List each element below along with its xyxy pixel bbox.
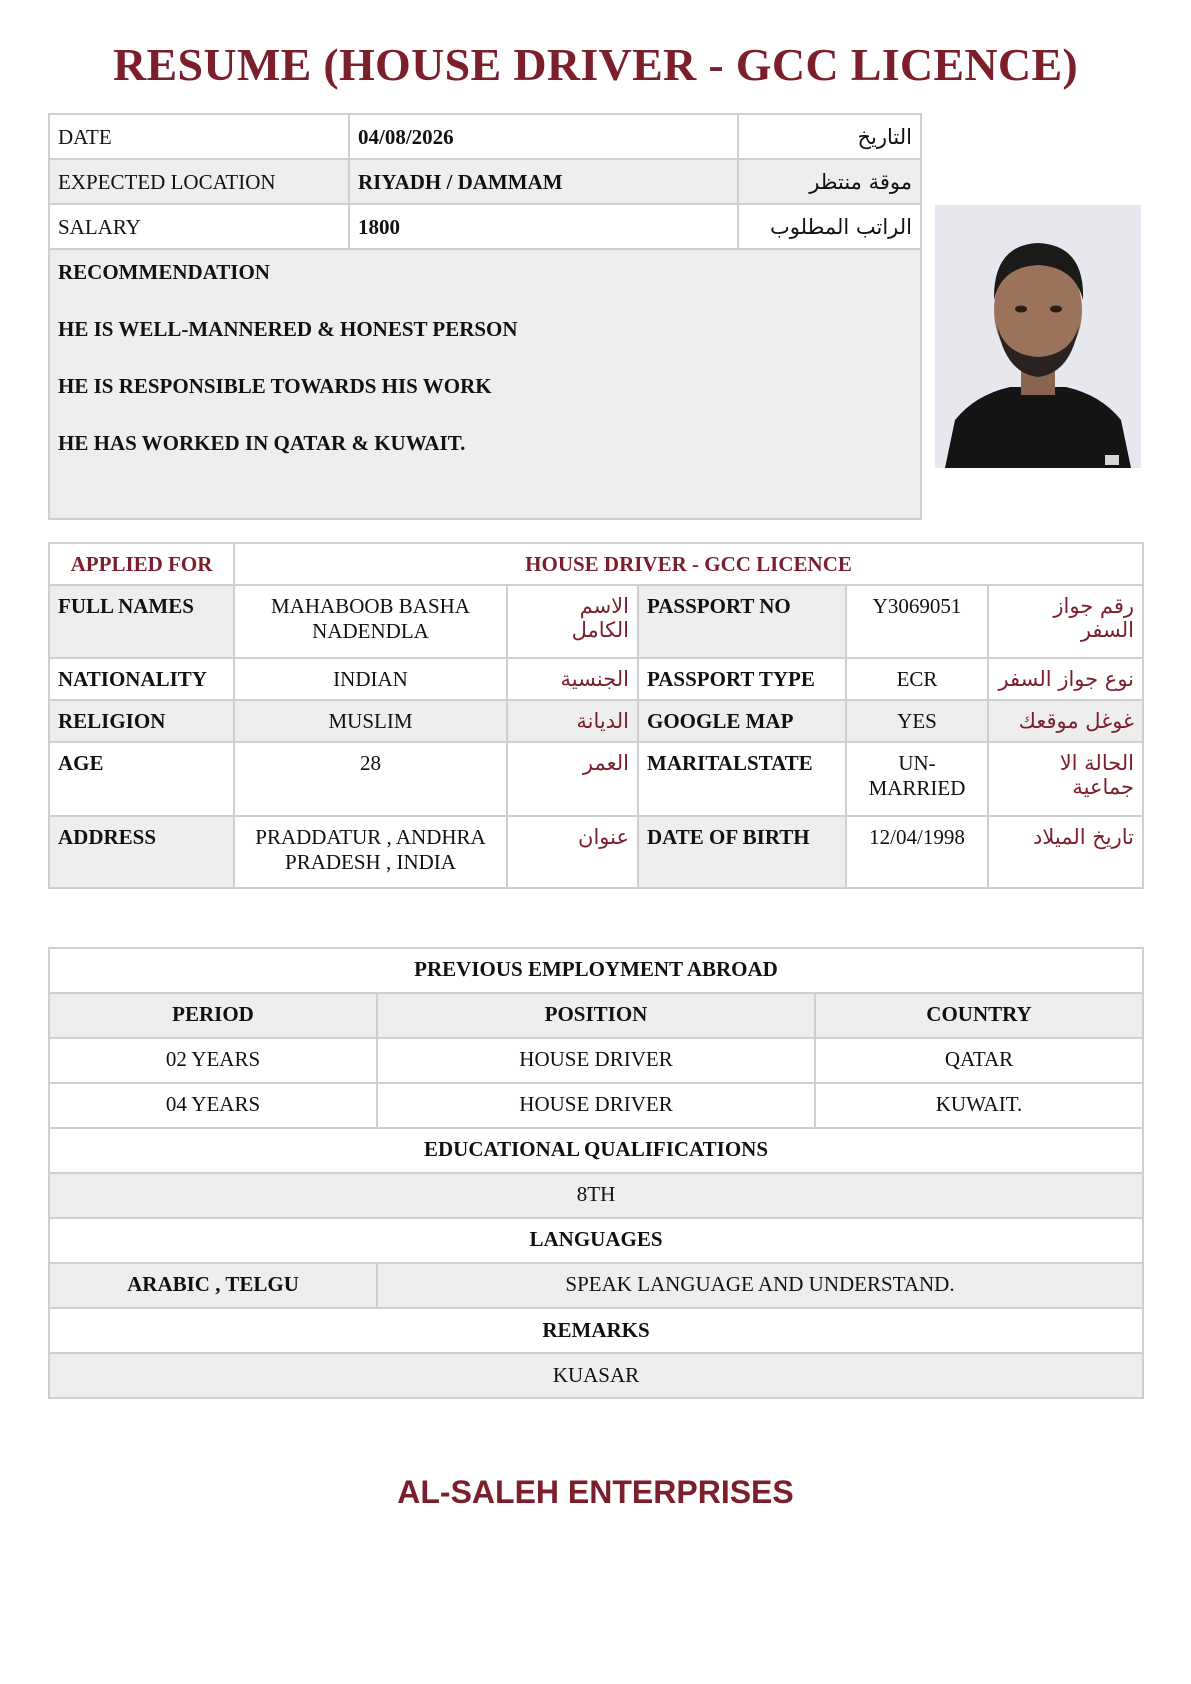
remarks-value: KUASAR (49, 1353, 1143, 1398)
education-heading: EDUCATIONAL QUALIFICATIONS (49, 1128, 1143, 1173)
recommendation-line: HE IS RESPONSIBLE TOWARDS HIS WORK (58, 374, 492, 398)
address-label: ADDRESS (49, 816, 234, 888)
passport-no-arabic: رقم جواز السفر (988, 585, 1143, 658)
nationality-value: INDIAN (234, 658, 507, 700)
education-value: 8TH (49, 1173, 1143, 1218)
recommendation-heading: RECOMMENDATION (58, 260, 270, 284)
dob-arabic: تاريخ الميلاد (988, 816, 1143, 888)
age-arabic: العمر (507, 742, 638, 816)
location-arabic: موقة منتظر (738, 159, 921, 204)
languages-heading: LANGUAGES (49, 1218, 1143, 1263)
date-label: DATE (49, 114, 349, 159)
education-row (49, 1173, 1143, 1218)
candidate-photo (935, 205, 1141, 468)
religion-value: MUSLIM (234, 700, 507, 742)
column-header-period: PERIOD (49, 993, 377, 1038)
recommendation-line: HE HAS WORKED IN QATAR & KUWAIT. (58, 431, 466, 455)
languages-row (49, 1263, 1143, 1308)
detail-row (49, 742, 1143, 816)
remarks-table (48, 1307, 1144, 1399)
google-map-arabic: غوغل موقعك (988, 700, 1143, 742)
full-names-value: MAHABOOB BASHA NADENDLA (234, 585, 507, 658)
languages-names: ARABIC , TELGU (49, 1263, 377, 1308)
google-map-value: YES (846, 700, 988, 742)
table-row (49, 1038, 1143, 1083)
marital-state-value: UN-MARRIED (846, 742, 988, 816)
full-names-label: FULL NAMES (49, 585, 234, 658)
details-table (48, 542, 1144, 889)
salary-label: SALARY (49, 204, 349, 249)
religion-arabic: الديانة (507, 700, 638, 742)
employment-heading-row (49, 948, 1143, 993)
employment-heading: PREVIOUS EMPLOYMENT ABROAD (49, 948, 1143, 993)
detail-row (49, 700, 1143, 742)
table-row (49, 1083, 1143, 1128)
dob-value: 12/04/1998 (846, 816, 988, 888)
age-value: 28 (234, 742, 507, 816)
position-cell: HOUSE DRIVER (377, 1038, 815, 1083)
recommendation-box (49, 249, 921, 519)
marital-state-label: MARITALSTATE (638, 742, 846, 816)
detail-row (49, 816, 1143, 888)
column-header-country: COUNTRY (815, 993, 1143, 1038)
passport-type-arabic: نوع جواز السفر (988, 658, 1143, 700)
date-row (49, 114, 921, 159)
country-cell: KUWAIT. (815, 1083, 1143, 1128)
religion-label: RELIGION (49, 700, 234, 742)
detail-row (49, 658, 1143, 700)
education-heading-row (49, 1128, 1143, 1173)
nationality-label: NATIONALITY (49, 658, 234, 700)
languages-heading-row (49, 1218, 1143, 1263)
location-value: RIYADH / DAMMAM (349, 159, 738, 204)
nationality-arabic: الجنسية (507, 658, 638, 700)
marital-state-arabic: الحالة الا جماعية (988, 742, 1143, 816)
employment-header-row (49, 993, 1143, 1038)
address-value: PRADDATUR , ANDHRA PRADESH , INDIA (234, 816, 507, 888)
passport-type-label: PASSPORT TYPE (638, 658, 846, 700)
country-cell: QATAR (815, 1038, 1143, 1083)
remarks-heading: REMARKS (49, 1308, 1143, 1353)
salary-arabic: الراتب المطلوب (738, 204, 921, 249)
passport-type-value: ECR (846, 658, 988, 700)
remarks-row (49, 1353, 1143, 1398)
applied-for-label: APPLIED FOR (49, 543, 234, 585)
google-map-label: GOOGLE MAP (638, 700, 846, 742)
salary-row (49, 204, 921, 249)
period-cell: 02 YEARS (49, 1038, 377, 1083)
page-title: RESUME (HOUSE DRIVER - GCC LICENCE) (112, 39, 1079, 90)
applied-for-value: HOUSE DRIVER - GCC LICENCE (234, 543, 1143, 585)
languages-level: SPEAK LANGUAGE AND UNDERSTAND. (377, 1263, 1143, 1308)
company-name: AL-SALEH ENTERPRISES (397, 1474, 794, 1510)
dob-label: DATE OF BIRTH (638, 816, 846, 888)
detail-row (49, 585, 1143, 658)
column-header-position: POSITION (377, 993, 815, 1038)
passport-no-label: PASSPORT NO (638, 585, 846, 658)
address-arabic: عنوان (507, 816, 638, 888)
location-label: EXPECTED LOCATION (49, 159, 349, 204)
position-cell: HOUSE DRIVER (377, 1083, 815, 1128)
period-cell: 04 YEARS (49, 1083, 377, 1128)
remarks-heading-row (49, 1308, 1143, 1353)
age-label: AGE (49, 742, 234, 816)
recommendation-row (49, 249, 921, 519)
employment-table (48, 947, 1144, 1309)
top-info-table (48, 113, 922, 520)
applied-for-row (49, 543, 1143, 585)
location-row (49, 159, 921, 204)
date-arabic: التاريخ (738, 114, 921, 159)
passport-no-value: Y3069051 (846, 585, 988, 658)
salary-value: 1800 (349, 204, 738, 249)
date-value: 04/08/2026 (349, 114, 738, 159)
full-names-arabic: الاسم الكامل (507, 585, 638, 658)
recommendation-line: HE IS WELL-MANNERED & HONEST PERSON (58, 317, 518, 341)
